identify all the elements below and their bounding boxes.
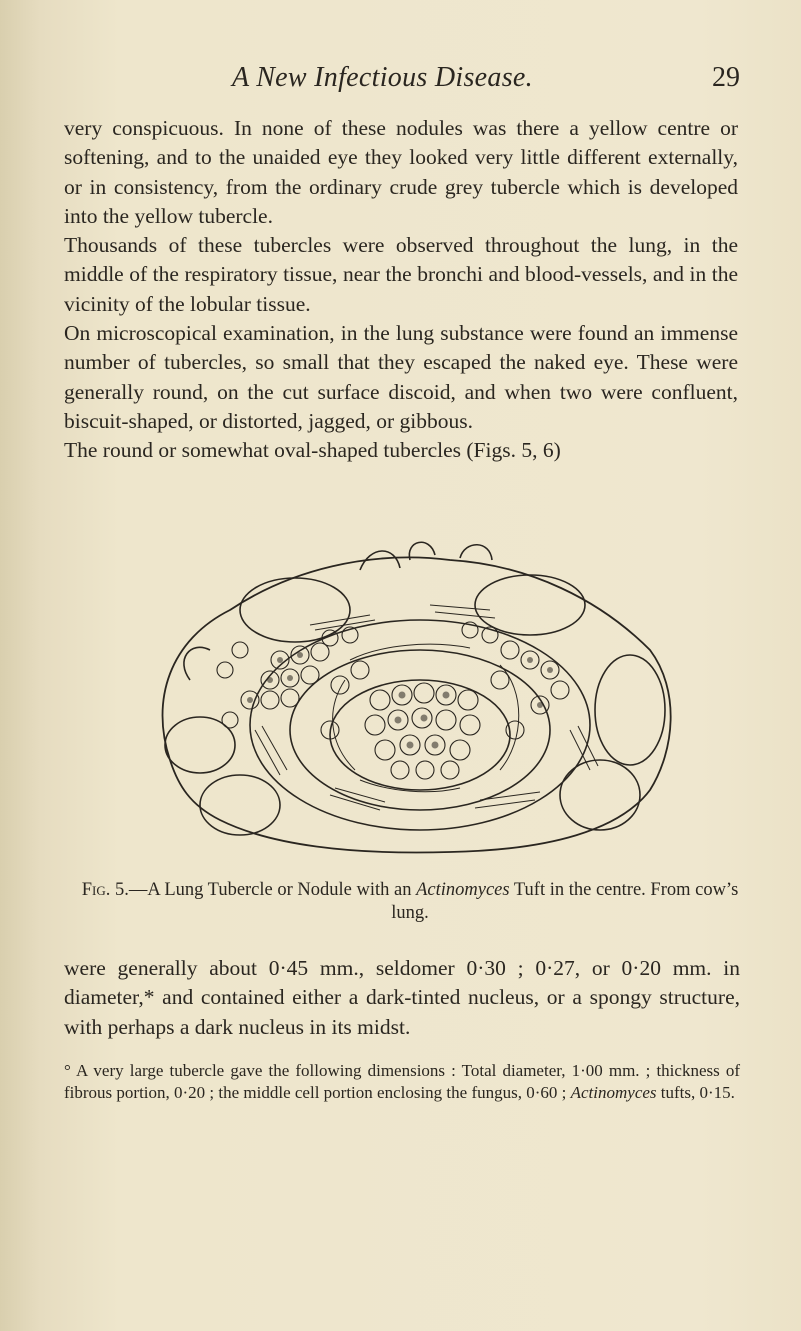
caption-text: —A Lung Tubercle or Nodule with an	[128, 880, 417, 900]
figure-caption	[80, 879, 740, 925]
footnote-marker: °	[64, 1061, 71, 1080]
paragraph: On microscopical examination, in the lung substance were found an immense number of tubercles, so small that they escaped the naked eye. These were generally round, on the cut surface discoid, and when two were confluent, biscuit-shaped, or distorted, jagged, or gibbous.	[64, 321, 738, 433]
caption-text-end: Tuft in the centre. From cow’s lung.	[391, 880, 739, 923]
caption-italic: Actinomyces	[416, 880, 510, 900]
running-title: A New Infectious Disease.	[232, 62, 533, 93]
footnote-italic: Actinomyces	[570, 1082, 657, 1102]
footnote-text-end: tufts, 0·15.	[656, 1082, 735, 1102]
body-text	[64, 114, 738, 466]
tubercle-illustration	[130, 530, 690, 860]
caption-label: Fig. 5.	[81, 880, 129, 900]
continuation-paragraph: were generally about 0·45 mm., seldomer 0·30 ; 0·27, or 0·20 mm. in diameter,* and contained either a dark-tinted nucleus, or a spongy structure, with perhaps a dark nucleus in its midst.	[64, 956, 740, 1039]
paragraph: very conspicuous. In none of these nodules was there a yellow centre or softening, and to the unaided eye they looked very little different externally, or in consistency, from the ordinary crude grey tubercle which is developed into the yellow tubercle.	[64, 116, 738, 228]
paragraph: Thousands of these tubercles were observed throughout the lung, in the middle of the respiratory tissue, near the bronchi and blood-vessels, and in the vicinity of the lobular tissue.	[64, 233, 738, 316]
page-number: 29	[712, 62, 740, 93]
footnote	[64, 1060, 740, 1103]
running-head	[0, 62, 801, 102]
footnote-text: A very large tubercle gave the following dimensions : Total diameter, 1·00 mm. ; thickness of fibrous portion, 0·20 ; the middle cell portion enclosing the fungus, 0·60 ;	[64, 1061, 740, 1102]
paragraph: The round or somewhat oval-shaped tubercles (Figs. 5, 6)	[64, 438, 561, 463]
